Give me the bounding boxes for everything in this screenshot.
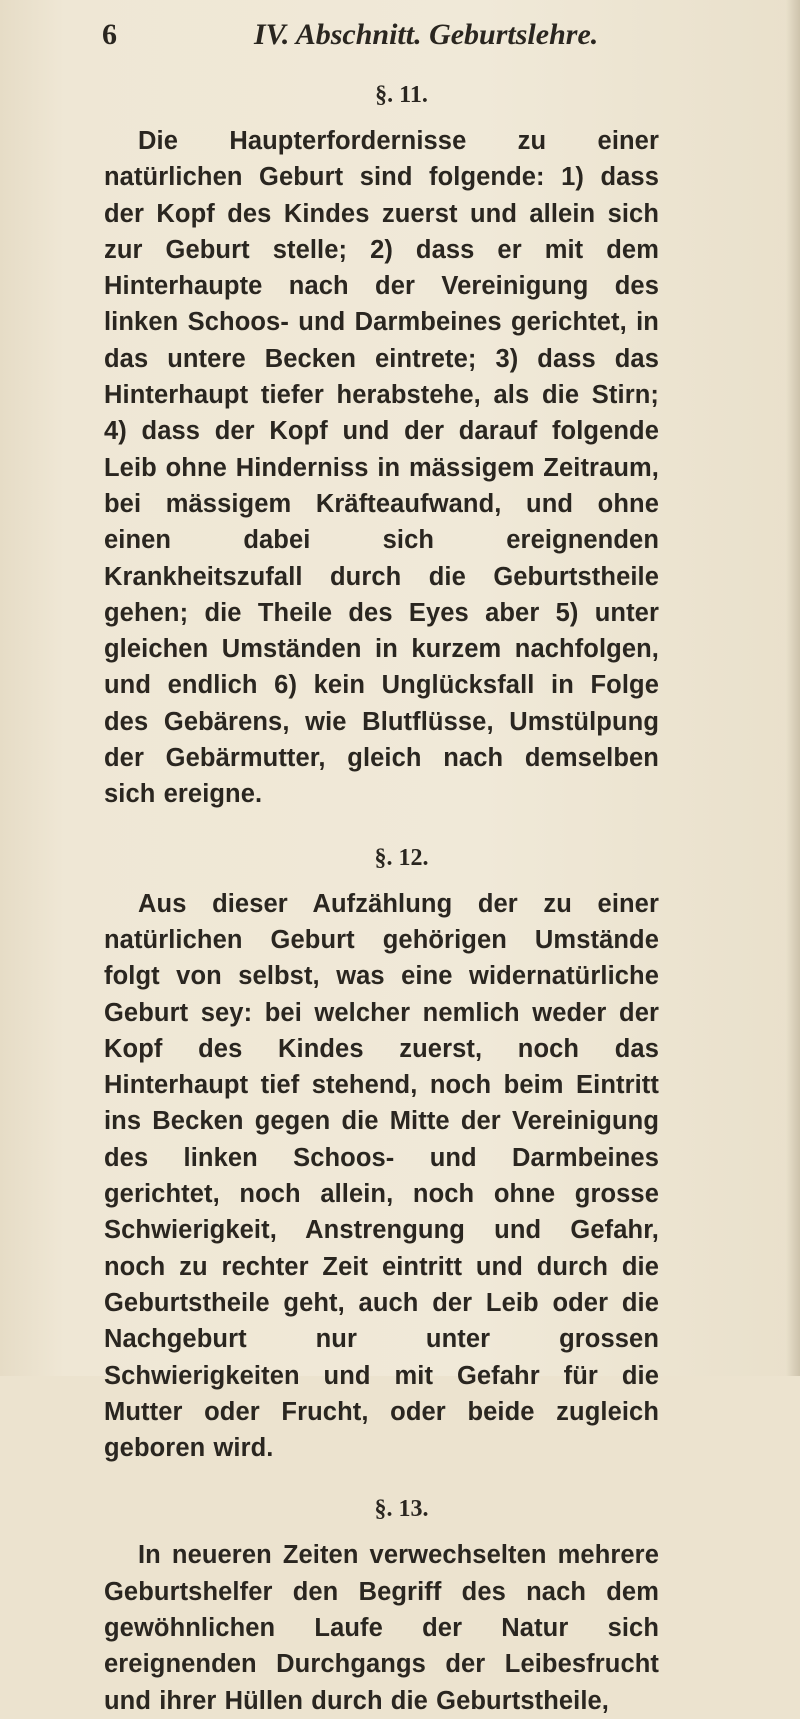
page-header (102, 18, 662, 58)
page-edge-shadow (786, 0, 800, 1376)
section-paragraph: Die Haupterfordernisse zu einer natürlichen Geburt sind folgende: 1) dass der Kopf des Kindes zuerst und allein sich zur Geburt stelle; 2) dass er mit dem Hinterhaupte nach der Vereinigung des linken Schoos- und Darmbeines gerichtet, in das untere Becken eintrete; 3) dass das Hinterhaupt tiefer herabstehe, als die Stirn; 4) dass der Kopf und der darauf folgende Leib ohne Hinderniss in mässigem Zeitraum, bei mässigem Kräfteaufwand, und ohne einen dabei sich ereignenden Krankheitszufall durch die Geburtstheile gehen; die Theile des Eyes aber 5) unter gleichen Umständen in kurzem nachfolgen, und endlich 6) kein Unglücksfall in Folge des Gebärens, wie Blutflüsse, Umstülpung der Gebärmutter, gleich nach demselben sich ereigne. (104, 127, 659, 809)
page-number: 6 (102, 18, 117, 51)
section-paragraph: Aus dieser Aufzählung der zu einer natürlichen Geburt gehörigen Umstände folgt von selbst, was eine widernatürliche Geburt sey: bei welcher nemlich weder der Kopf des Kindes zuerst, noch das Hinterhaupt tief stehend, noch beim Eintritt ins Becken gegen die Mitte der Vereinigung des linken Schoos- und Darmbeines gerichtet, noch allein, noch ohne grosse Schwierigkeit, Anstrengung und Gefahr, noch zu rechter Zeit eintritt und durch die Geburtstheile geht, auch der Leib oder die Nachgeburt nur unter grossen Schwierigkeiten und mit Gefahr für die Mutter oder Frucht, oder beide zugleich geboren wird. (104, 889, 659, 1463)
section-12 (104, 845, 659, 1467)
section-11 (104, 82, 659, 813)
section-heading: §. 11. (375, 82, 428, 108)
running-head: IV. Abschnitt. Geburtslehre. (254, 18, 599, 51)
section-heading: §. 12. (374, 844, 429, 871)
page-body (104, 82, 659, 1719)
section-13 (104, 1496, 659, 1718)
section-heading: §. 13. (374, 1496, 429, 1523)
section-paragraph: In neueren Zeiten verwechselten mehrere Geburtshelfer den Begriff des nach dem gewöhnlichen Laufe der Natur sich ereignenden Durchgangs der Leibesfrucht und ihrer Hüllen durch die Geburtstheile, (104, 1541, 659, 1715)
